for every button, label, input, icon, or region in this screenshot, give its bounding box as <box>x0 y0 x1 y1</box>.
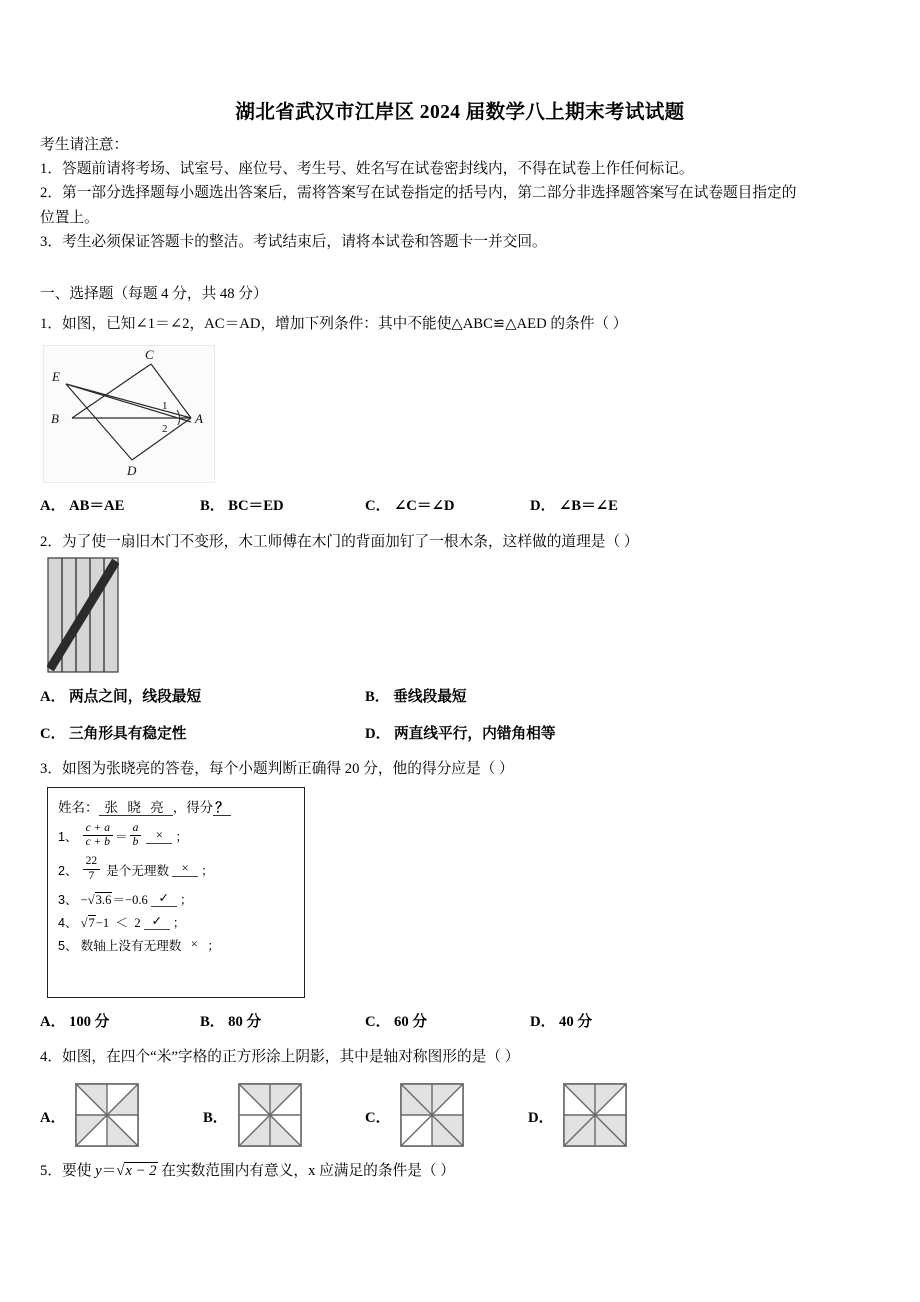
q2-option-d[interactable]: D． 两直线平行，内错角相等 <box>365 726 556 742</box>
section-heading: 一、选择题（每题 4 分，共 48 分） <box>40 286 268 302</box>
semicolon-3: ； <box>179 892 193 907</box>
question-5-text <box>40 1160 455 1182</box>
question-2-text <box>40 531 639 553</box>
answer-mark-5: × <box>190 936 198 951</box>
q1-option-b[interactable]: B． BC＝ED <box>200 498 284 514</box>
notice-heading: 考生请注意： <box>40 137 129 153</box>
mi-grid-c <box>400 1083 464 1147</box>
answer-item-2: 2、 $\frac{22}{7}$ 是个无理数 × ； <box>58 855 214 882</box>
notice-line-3: 3．考生必须保证答题卡的整洁。考试结束后，请将本试卷和答题卡一并交回。 <box>40 233 547 250</box>
q2-option-c[interactable]: C． 三角形具有稳定性 <box>40 726 187 742</box>
q3-option-d[interactable]: D． 40 分 <box>530 1014 593 1030</box>
mi-grid-a <box>75 1083 139 1147</box>
question-3-body: 如图为张晓亮的答卷，每个小题判断正确得 20 分，他的得分应是（ ） <box>62 761 514 777</box>
vertex-label-E: E <box>52 369 60 384</box>
vertex-label-C: C <box>145 347 154 362</box>
semicolon-2: ； <box>201 863 214 878</box>
q1-option-a[interactable]: A． AB＝AE <box>40 498 125 514</box>
question-2-options <box>40 685 880 759</box>
sqrt-expression-3: −√3.6＝−0.6 <box>80 892 148 907</box>
question-1-figure <box>43 345 215 483</box>
notice-line-2-cont: 位置上。 <box>40 209 99 226</box>
geometry-diagram-svg <box>44 346 212 480</box>
answer-mark-1: × <box>146 828 172 844</box>
q3-option-b[interactable]: B． 80 分 <box>200 1014 262 1030</box>
angle-label-1: 1 <box>162 400 168 412</box>
q4-option-d-label[interactable]: D． <box>528 1110 554 1126</box>
q4-option-d-square[interactable] <box>563 1083 627 1147</box>
question-4-number: 4． <box>40 1049 63 1065</box>
angle-label-2: 2 <box>162 423 168 435</box>
question-3-figure <box>47 787 305 998</box>
notice-block <box>40 133 880 254</box>
q2-option-b[interactable]: B． 垂线段最短 <box>365 689 467 705</box>
question-1-text <box>40 313 627 335</box>
semicolon-1: ； <box>175 830 188 845</box>
answer-mark-2: × <box>172 861 198 877</box>
irrational-text: 是个无理数 <box>106 863 170 878</box>
name-label: 姓名： <box>58 800 99 815</box>
fraction-right: $\frac{a}{b}$ <box>130 822 142 849</box>
score-label: ，得分 <box>172 800 214 815</box>
fraction-22-7: $\frac{22}{7}$ <box>83 855 101 882</box>
student-name: 张 晓 亮 <box>99 800 173 816</box>
q3-option-a[interactable]: A． 100 分 <box>40 1014 110 1030</box>
score-value: ？ <box>215 800 229 815</box>
answer-mark-3: ✓ <box>151 890 177 907</box>
answer-item-3: 3、 −√3.6＝−0.6 ✓ ； <box>58 890 193 907</box>
answer-sheet-name-line <box>58 796 304 816</box>
mi-grid-d <box>563 1083 627 1147</box>
wooden-door-svg <box>47 557 119 673</box>
question-1-body: 如图，已知∠1＝∠2，AC＝AD，增加下列条件：其中不能使△ABC≌△AED 的条件（ ） <box>62 316 628 332</box>
vertex-label-B: B <box>51 411 59 426</box>
semicolon-4: ； <box>172 915 186 930</box>
q3-option-c[interactable]: C． 60 分 <box>365 1014 428 1030</box>
semicolon-5: ； <box>207 938 220 953</box>
answer-item-5: 5、 数轴上没有无理数 × ； <box>58 936 220 953</box>
q4-option-c-square[interactable] <box>400 1083 464 1147</box>
vertex-label-D: D <box>127 463 137 478</box>
answer-item-1: 1、 $\frac{c + a}{c + b}$ ＝ $\frac{a}{b}$ × ； <box>58 822 188 849</box>
question-3-number: 3． <box>40 761 63 777</box>
q4-option-b-square[interactable] <box>238 1083 302 1147</box>
question-5-prefix: 要使 <box>62 1163 96 1179</box>
vertex-label-A: A <box>195 411 203 426</box>
answer-item-4: 4、 √7−1 ＜ 2 ✓ ； <box>58 913 186 930</box>
question-5-number: 5． <box>40 1163 63 1179</box>
notice-line-1: 1．答题前请将考场、试室号、座位号、考生号、姓名写在试卷密封线内，不得在试卷上作任何标记。 <box>40 161 694 178</box>
q1-option-c[interactable]: C． ∠C＝∠D <box>365 498 455 514</box>
q2-option-a[interactable]: A． 两点之间，线段最短 <box>40 689 202 705</box>
question-4-figure <box>40 1080 880 1150</box>
question-2-body: 为了使一扇旧木门不变形，木工师傅在木门的背面加钉了一根木条，这样做的道理是（ ） <box>62 534 639 550</box>
question-5-suffix: 在实数范围内有意义，x 应满足的条件是（ ） <box>157 1163 455 1179</box>
question-5-formula: y＝√x − 2 <box>95 1163 157 1179</box>
question-2-figure <box>47 557 119 673</box>
q4-option-a-label[interactable]: A． <box>40 1110 66 1126</box>
answer-mark-4: ✓ <box>144 913 170 930</box>
q4-option-b-label[interactable]: B． <box>203 1110 228 1126</box>
page-title: 湖北省武汉市江岸区 2024 届数学八上期末考试试题 <box>235 102 685 123</box>
q4-option-a-square[interactable] <box>75 1083 139 1147</box>
question-3-text <box>40 758 514 780</box>
q1-option-d[interactable]: D． ∠B＝∠E <box>530 498 618 514</box>
q4-option-c-label[interactable]: C． <box>365 1110 391 1126</box>
question-1-number: 1． <box>40 316 63 332</box>
question-4-body: 如图，在四个“米”字格的正方形涂上阴影，其中是轴对称图形的是（ ） <box>62 1049 520 1065</box>
equals-sign-1: ＝ <box>114 830 128 845</box>
question-2-number: 2． <box>40 534 63 550</box>
sqrt-expression-4: √7−1 ＜ 2 <box>80 915 141 930</box>
number-line-text: 数轴上没有无理数 <box>80 938 182 953</box>
notice-line-2: 2．第一部分选择题每小题选出答案后，需将答案写在试卷指定的括号内，第二部分非选择题答案写在试卷题目指定的 <box>40 185 797 202</box>
mi-grid-b <box>238 1083 302 1147</box>
fraction-left: $\frac{c + a}{c + b}$ <box>83 822 113 849</box>
question-4-text <box>40 1046 519 1068</box>
